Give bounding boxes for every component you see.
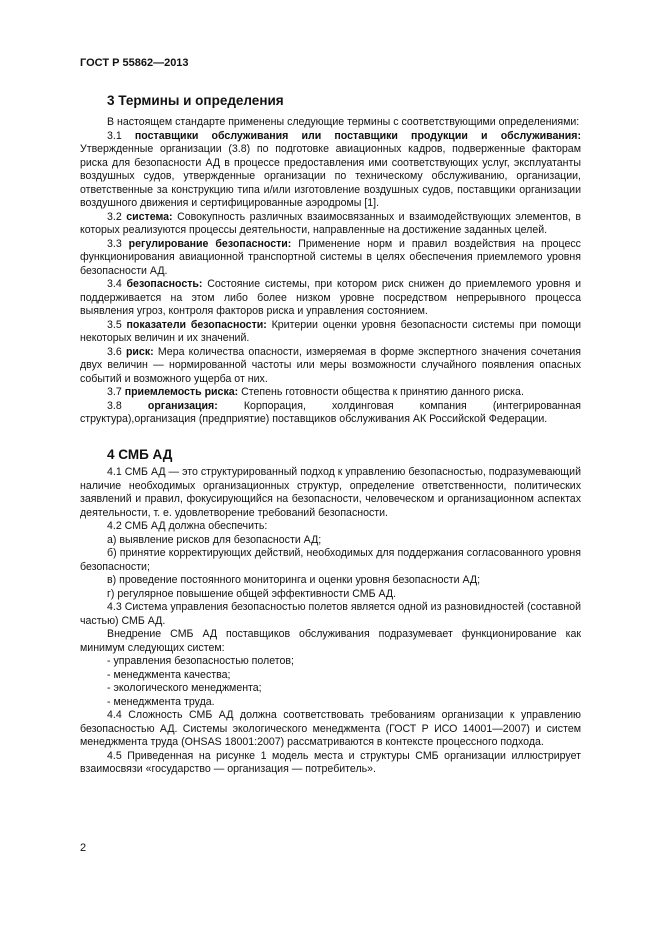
term-name: показатели безопасности:	[126, 318, 267, 331]
paragraph: б) принятие корректирующих действий, необходимых для поддержания согласованного уровня безопасности;	[80, 547, 581, 573]
term-name: безопасность:	[126, 278, 203, 290]
term-name: приемлемость риска:	[124, 386, 239, 398]
section-3-intro: В настоящем стандарте применены следующие термины с соответствующими определениями:	[107, 116, 580, 128]
term-number: 3.7	[107, 386, 122, 398]
term-number: 3.4	[107, 278, 122, 290]
term-text: Мера количества опасности, измеряемая в форме экспертного значения сочетания двух величин — нормированной частоты или меры возможности случайного появления опасных событий и возможного ущерба от них.	[80, 345, 581, 385]
term-number: 3.6	[107, 345, 122, 358]
term-text: Совокупность различных взаимосвязанных и взаимодействующих элементов, в которых реализуются процессы деятельности, направленные на достижение заданных целей.	[80, 210, 581, 236]
term-text: Критерии оценки уровня безопасности системы при помощи некоторых величин и их значений.	[80, 318, 581, 344]
section-3-title: 3 Термины и определения	[107, 93, 284, 108]
term-definition	[80, 319, 581, 346]
paragraph: 4.3 Система управления безопасностью полетов является одной из разновидностей (составной частью) СМБ АД.	[80, 601, 581, 627]
section-4-body	[80, 466, 581, 777]
term-text: Степень готовности общества к принятию данного риска.	[241, 386, 524, 398]
term-name: организация:	[147, 399, 218, 412]
term-number: 3.8	[107, 399, 122, 412]
section-4-title: 4 СМБ АД	[107, 447, 173, 462]
page-number: 2	[80, 842, 87, 854]
term-number: 3.3	[107, 237, 122, 250]
section-3-body	[80, 116, 581, 427]
term-definition	[80, 238, 581, 279]
term-definition	[80, 278, 581, 319]
term-number: 3.5	[107, 318, 122, 331]
list-item: - менеджмента труда.	[107, 695, 215, 708]
term-text: Применение норм и правил воздействия на процесс функционирования авиационной транспортной системы в целях обеспечения приемлемого уровня безопасности АД.	[80, 237, 581, 277]
paragraph: 4.2 СМБ АД должна обеспечить:	[107, 520, 268, 532]
paragraph: а) выявление рисков для безопасности АД;	[107, 533, 322, 546]
terms-list	[80, 130, 581, 427]
paragraph: в) проведение постоянного мониторинга и оценки уровня безопасности АД;	[107, 574, 481, 586]
list-item: - управления безопасностью полетов;	[107, 655, 294, 667]
term-name: регулирование безопасности:	[128, 237, 292, 250]
term-definition	[80, 400, 581, 427]
term-definition	[80, 386, 581, 400]
term-text: Состояние системы, при котором риск снижен до приемлемого уровня и поддерживается на этом либо более низком уровне посредством непрерывного процесса выявления угроз, контроля факторов риска и управления состоянием.	[80, 278, 581, 317]
paragraph: 4.5 Приведенная на рисунке 1 модель места и структуры СМБ организации иллюстрирует взаимосвязи «государство — организация — потребитель».	[80, 749, 581, 775]
paragraph: 4.1 СМБ АД — это структурированный подход к управлению безопасностью, подразумевающий наличие необходимых организационных структур, определение ответственности, политических заявлений и правил, фокусирующийся на безопасности, человеческом и организационном аспектах деятельности, т. е. удовлетворение требований безопасности.	[80, 466, 581, 519]
term-name: поставщики обслуживания или поставщики продукции и обслуживания:	[134, 129, 581, 142]
term-definition	[80, 130, 581, 211]
paragraph: 4.4 Сложность СМБ АД должна соответствовать требованиям организации к управлению безопасностью АД. Системы экологического менеджмента (ГОСТ Р ИСО 14001—2007) и систем менеджмента труда (OHSAS 18001:2007) рассматриваются в контексте процессного подхода.	[80, 709, 581, 748]
term-definition	[80, 211, 581, 238]
term-number: 3.2	[107, 210, 122, 223]
term-name: риск:	[125, 345, 154, 358]
term-number: 3.1	[107, 129, 122, 142]
term-name: система:	[126, 210, 173, 223]
paragraph: Внедрение СМБ АД поставщиков обслуживания подразумевает функционирование как минимум следующих систем:	[80, 628, 581, 654]
paragraph: г) регулярное повышение общей эффективности СМБ АД.	[107, 587, 397, 600]
list-item: - экологического менеджмента;	[107, 682, 262, 694]
term-definition	[80, 346, 581, 387]
document-header: ГОСТ Р 55862—2013	[80, 57, 189, 69]
term-text: Корпорация, холдинговая компания (интегрированная структура),организация (предприятие) поставщиков обслуживания АК Российской Федерации.	[80, 399, 581, 425]
list-item: - менеджмента качества;	[107, 668, 231, 681]
term-text: Утвержденные организации (3.8) по подготовке авиационных кадров, подверженные факторам риска для безопасности АД в процессе предоставления ими соответствующих услуг, эксплуатанты воздушных судов, утвержденные организации по техническому обслуживанию, организации, ответственные за конструкцию типа и/или изготовление воздушных судов, поставщики организации воздушного движения и сертифицированные аэродромы [1].	[80, 143, 581, 209]
